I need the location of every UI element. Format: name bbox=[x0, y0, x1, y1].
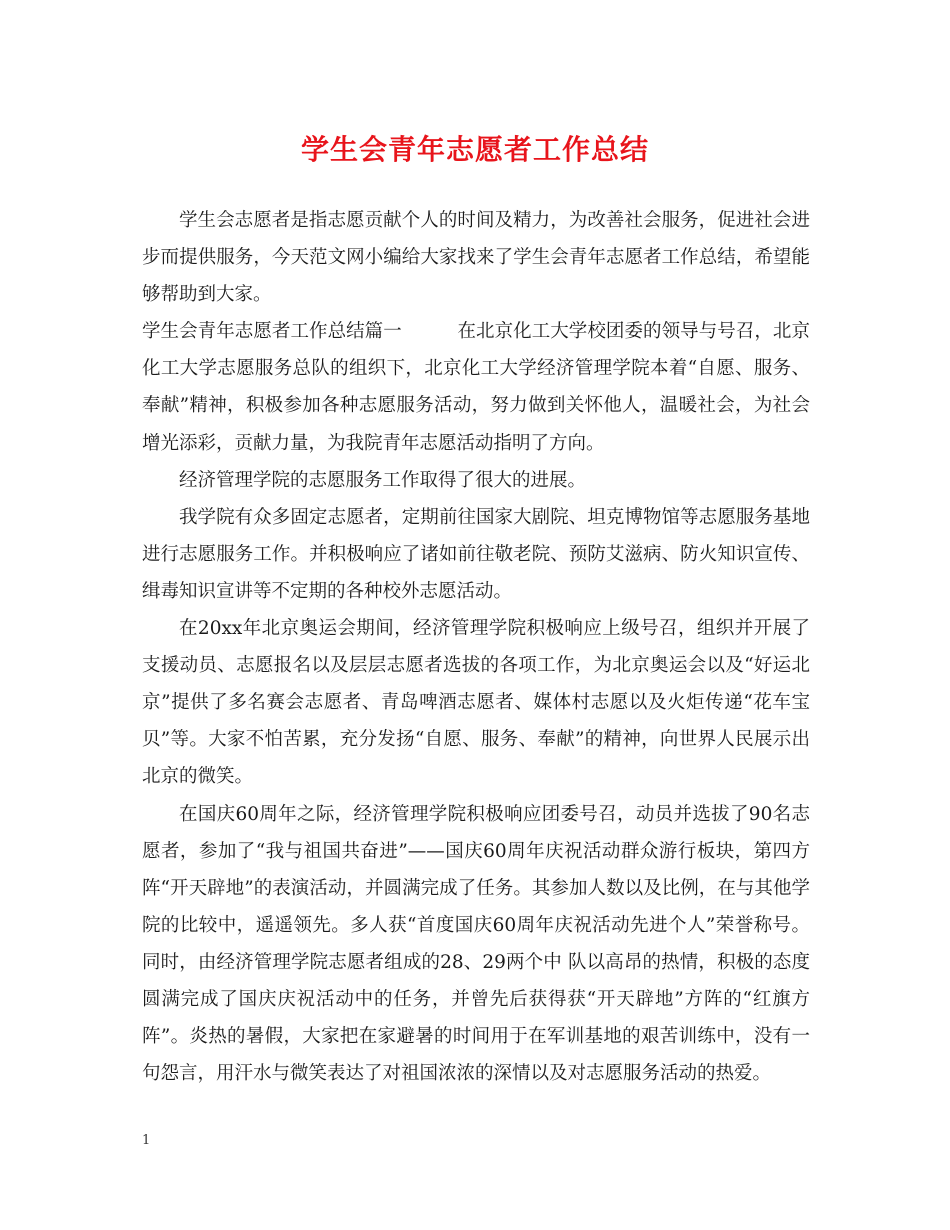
paragraph: 学生会志愿者是指志愿贡献个人的时间及精力，为改善社会服务，促进社会进步而提供服务，今天范文网小编给大家找来了学生会青年志愿者工作总结，希望能够帮助到大家。 bbox=[142, 210, 810, 306]
document-body bbox=[142, 202, 810, 1092]
paragraph: 我学院有众多固定志愿者，定期前往国家大剧院、坦克博物馆等志愿服务基地进行志愿服务工作。并积极响应了诸如前往敬老院、预防艾滋病、防火知识宣传、缉毒知识宣讲等不定期的各种校外志愿活动。 bbox=[142, 506, 810, 602]
paragraph: 在国庆60周年之际，经济管理学院积极响应团委号召，动员并选拔了90名志愿者，参加了“我与祖国共奋进”——国庆60周年庆祝活动群众游行板块，第四方阵“开天辟地”的表演活动，并圆满完成了任务。其参加人数以及比例，在与其他学院的比较中，遥遥领先。多人获“首度国庆60周年庆祝活动先进个人”荣誉称号。同时，由经济管理学院志愿者组成的28、29两个中 队以高昂的热情，积极的态度圆满完成了国庆庆祝活动中的任务，并曾先后获得获“开天辟地”方阵的“红旗方阵”。炎热的暑假，大家把在家避暑的时间用于在军训基地的艰苦训练中，没有一句怨言，用汗水与微笑表达了对祖国浓浓的深情以及对志愿服务活动的热爱。 bbox=[142, 803, 810, 1085]
paragraph: 在20xx年北京奥运会期间，经济管理学院积极响应上级号召，组织并开展了支援动员、志愿报名以及层层志愿者选拔的各项工作，为北京奥运会以及“好运北京”提供了多名赛会志愿者、青岛啤酒志愿者、媒体村志愿以及火炬传递“花车宝贝”等。大家不怕苦累，充分发扬“自愿、服务、奉献”的精神，向世界人民展示出北京的微笑。 bbox=[142, 618, 810, 788]
page-number: 1 bbox=[142, 1133, 151, 1148]
paragraph: 经济管理学院的志愿服务工作取得了很大的进展。 bbox=[179, 469, 587, 491]
paragraph: 学生会青年志愿者工作总结篇一 在北京化工大学校团委的领导与号召，北京化工大学志愿服务总队的组织下，北京化工大学经济管理学院本着“自愿、服务、奉献”精神，积极参加各种志愿服务活动，努力做到关怀他人，温暖社会，为社会增光添彩，贡献力量，为我院青年志愿活动指明了方向。 bbox=[142, 321, 810, 454]
document-title: 学生会青年志愿者工作总结 bbox=[300, 133, 649, 166]
